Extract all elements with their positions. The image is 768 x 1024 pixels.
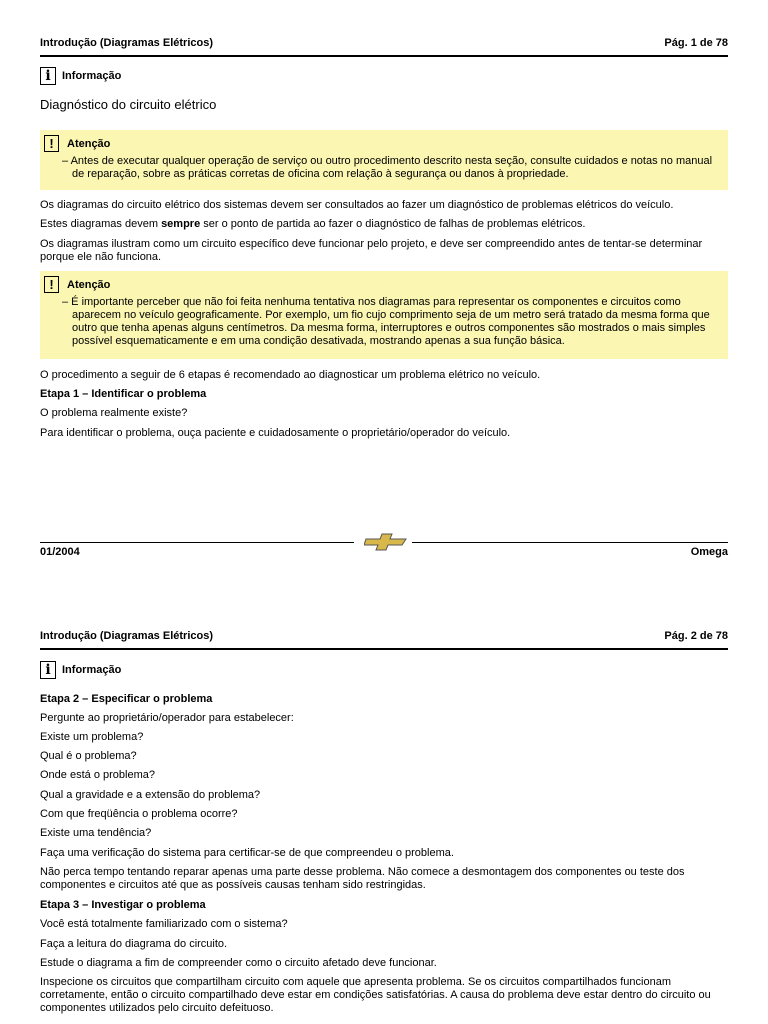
page1-header-title: Introdução (Diagramas Elétricos) bbox=[40, 37, 213, 49]
page2-paragraph-nao-perca: Não perca tempo tentando reparar apenas uma parte desse problema. Não comece a desmontagem dos componentes ou teste dos componentes e circuitos até que as possíveis causas tenham sido restringidas. bbox=[40, 866, 685, 891]
step2-line: Faça uma verificação do sistema para certificar-se de que compreendeu o problema. bbox=[40, 847, 454, 859]
warning-label: Atenção bbox=[67, 278, 111, 291]
footer-line-left bbox=[40, 542, 354, 543]
page2-page-number: Pág. 2 de 78 bbox=[664, 630, 728, 642]
p2-text-pre: Estes diagramas devem bbox=[40, 218, 162, 230]
page1-section-title: Diagnóstico do circuito elétrico bbox=[40, 97, 217, 112]
page2-header-divider bbox=[40, 648, 728, 650]
page1-paragraph-1: Os diagramas do circuito elétrico dos sistemas devem ser consultados ao fazer um diagnóstico de problemas elétricos do veículo. bbox=[40, 199, 674, 211]
step2-title: Etapa 2 – Especificar o problema bbox=[40, 693, 213, 705]
page1-info-row bbox=[40, 67, 121, 85]
page1-paragraph-3: Os diagramas ilustram como um circuito específico deve funcionar pelo projeto, e deve ser compreendido antes de tentar-se determinar porque ele não funciona. bbox=[40, 238, 703, 263]
exclamation-icon: ! bbox=[44, 135, 59, 152]
page2-header-title: Introdução (Diagramas Elétricos) bbox=[40, 630, 213, 642]
page1-warning-box-2 bbox=[40, 271, 728, 359]
page2-paragraph-inspecione: Inspecione os circuitos que compartilham circuito com aquele que apresenta problema. Se os circuitos compartilhados funcionam corretamente, então o circuito compartilhado deve estar em condições satisfatórias. A causa do problema deve estar dentro do circuito ou componentes utilizados pelo circuito defeituoso. bbox=[40, 976, 711, 1014]
step3-line: Faça a leitura do diagrama do circuito. bbox=[40, 938, 228, 950]
page2-header bbox=[40, 630, 728, 642]
footer-model: Omega bbox=[690, 546, 728, 558]
page1-paragraph-6: Para identificar o problema, ouça paciente e cuidadosamente o proprietário/operador do veículo. bbox=[40, 427, 511, 439]
step3-line: Você está totalmente familiarizado com o sistema? bbox=[40, 918, 288, 930]
p2-text-post: ser o ponto de partida ao fazer o diagnóstico de falhas de problemas elétricos. bbox=[200, 218, 586, 230]
step3-line: Estude o diagrama a fim de compreender como o circuito afetado deve funcionar. bbox=[40, 957, 437, 969]
step2-line: Existe um problema? bbox=[40, 731, 144, 743]
step2-line: Qual é o problema? bbox=[40, 750, 137, 762]
step2-line: Existe uma tendência? bbox=[40, 827, 152, 839]
page1-header bbox=[40, 37, 728, 49]
info-icon: i bbox=[40, 661, 56, 679]
p2-text-bold: sempre bbox=[161, 218, 201, 230]
step2-line: Onde está o problema? bbox=[40, 769, 155, 781]
page1-info-label: Informação bbox=[62, 70, 122, 82]
exclamation-icon: ! bbox=[44, 276, 59, 293]
page1-paragraph-2 bbox=[40, 218, 730, 231]
warning-text: – É importante perceber que não foi feita nenhuma tentativa nos diagramas para representar os componentes e circuitos como aparecem no veículo geograficamente. Por exemplo, um fio cujo comprimento seja de um metro será tratado da mesma forma que outro que tenha apenas alguns centímetros. Da mesma forma, interruptores e outros componentes são mostrados o mais simples possível esquematicamente e em uma condição desativada, mostrando apenas a sua função básica. bbox=[62, 296, 710, 347]
footer-line-right bbox=[412, 542, 728, 543]
page1-footer bbox=[40, 546, 728, 558]
footer-date: 01/2004 bbox=[40, 546, 80, 558]
page2-info-row bbox=[40, 661, 121, 679]
step2-line: Qual a gravidade e a extensão do problema? bbox=[40, 789, 261, 801]
page1-header-divider bbox=[40, 55, 728, 57]
page1-page-number: Pág. 1 de 78 bbox=[664, 37, 728, 49]
page1-warning-box-1 bbox=[40, 130, 728, 190]
step2-line: Com que freqüência o problema ocorre? bbox=[40, 808, 238, 820]
step1-title: Etapa 1 – Identificar o problema bbox=[40, 388, 207, 400]
step2-line: Pergunte ao proprietário/operador para estabelecer: bbox=[40, 712, 294, 724]
info-icon: i bbox=[40, 67, 56, 85]
page1-paragraph-5: O problema realmente existe? bbox=[40, 407, 188, 419]
step3-title: Etapa 3 – Investigar o problema bbox=[40, 899, 206, 911]
page2-info-label: Informação bbox=[62, 664, 122, 676]
page1-paragraph-4: O procedimento a seguir de 6 etapas é recomendado ao diagnosticar um problema elétrico no veículo. bbox=[40, 369, 541, 381]
warning-text: – Antes de executar qualquer operação de serviço ou outro procedimento descrito nesta seção, consulte cuidados e notas no manual de reparação, sobre as práticas corretas de oficina com relação à segurança ou danos à propriedade. bbox=[62, 155, 713, 180]
warning-label: Atenção bbox=[67, 137, 111, 150]
